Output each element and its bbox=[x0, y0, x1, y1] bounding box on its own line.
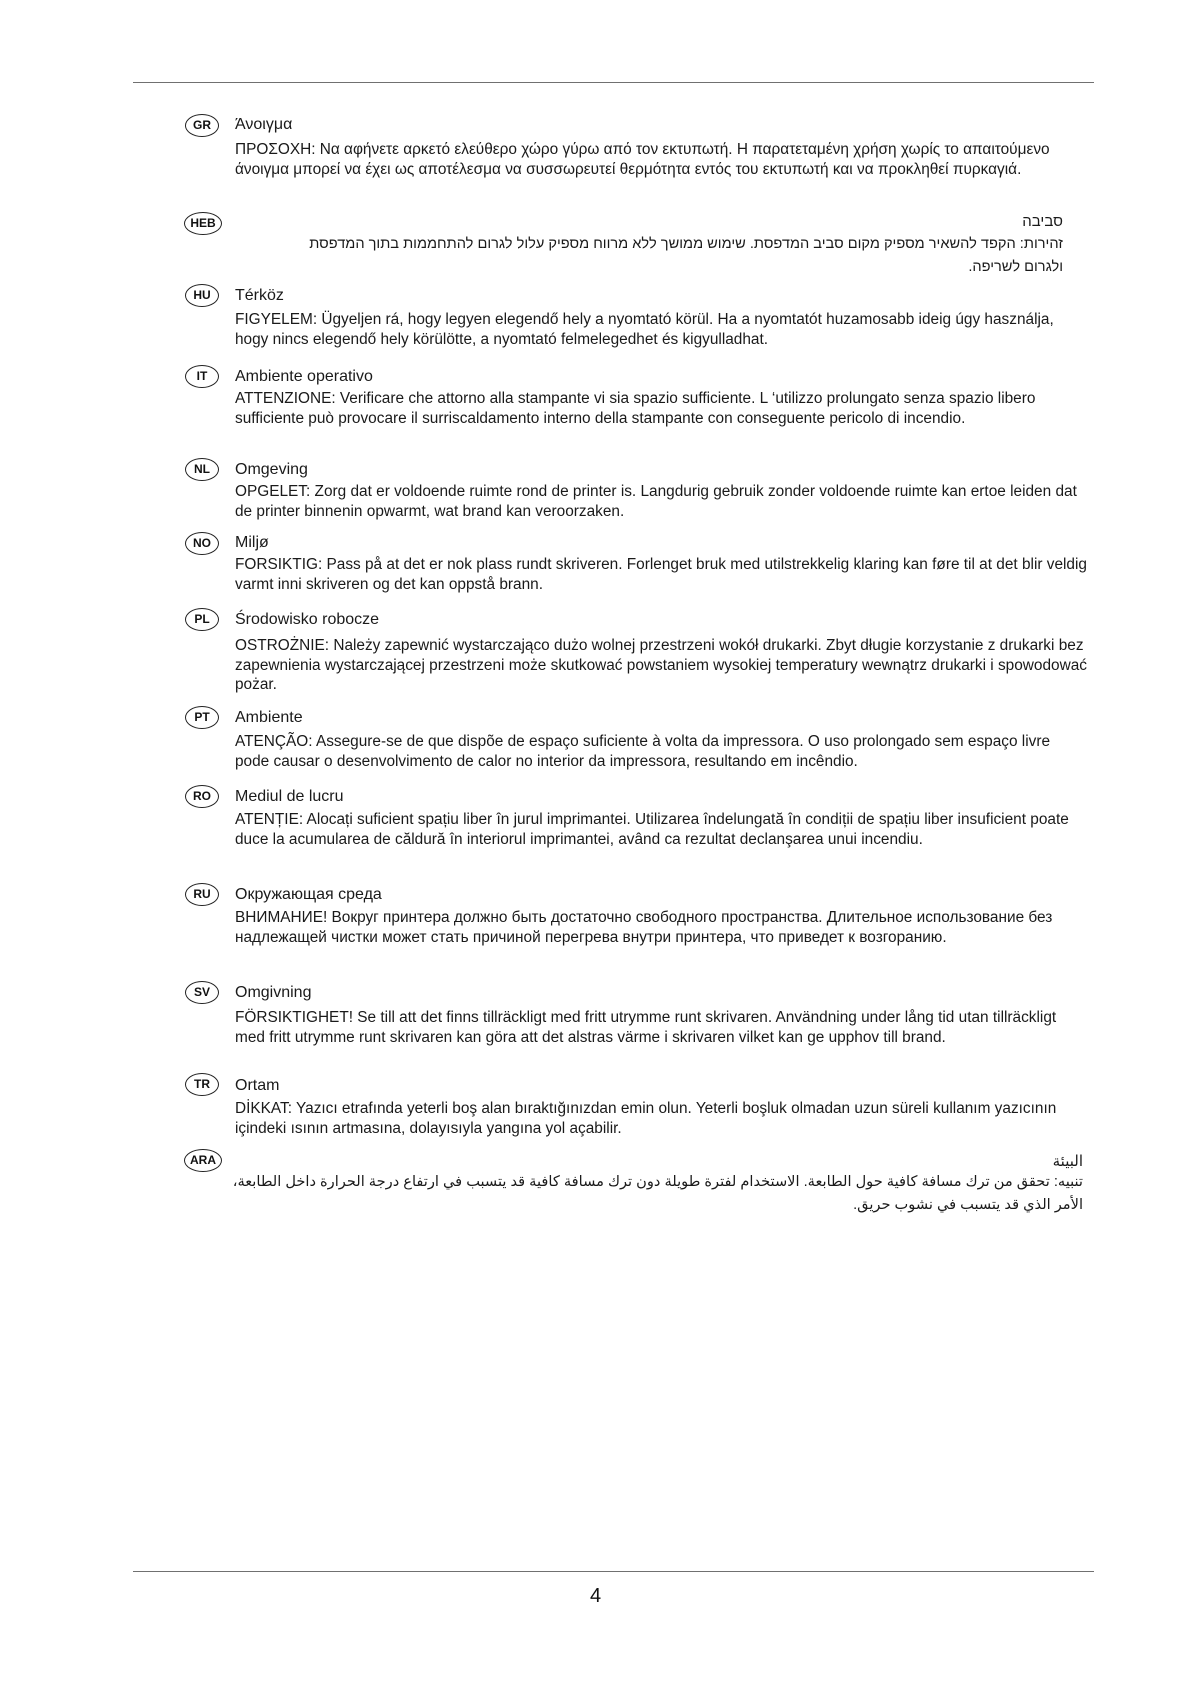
page-number: 4 bbox=[589, 1585, 602, 1607]
section-title-nl: Omgeving bbox=[235, 461, 308, 478]
header-rule bbox=[133, 82, 1094, 83]
section-title-ro: Mediul de lucru bbox=[235, 788, 344, 805]
section-body-tr: DİKKAT: Yazıcı etrafında yeterli boş alan bıraktığınızdan emin olun. Yeterli boşluk olmadan uzun süreli kullanım yazıcının içindeki ısının artmasına, dolayısıyla yangına yol açabilir. bbox=[235, 1100, 1057, 1137]
section-body-ru: ВНИМАНИЕ! Вокруг принтера должно быть достаточно свободного пространства. Длительное использование без надлежащей чистки может стать причиной перегрева внутри принтера, что приведет к возгоранию. bbox=[235, 909, 1053, 946]
language-badge-ru: RU bbox=[185, 883, 219, 906]
language-badge-hu: HU bbox=[185, 284, 219, 307]
section-title-ara: البيئة bbox=[1052, 1153, 1083, 1170]
section-title-pl: Środowisko robocze bbox=[235, 611, 380, 628]
section-body-nl: OPGELET: Zorg dat er voldoende ruimte rond de printer is. Langdurig gebruik zonder voldoende ruimte kan ertoe leiden dat de printer binnenin opwarmt, wat brand kan veroorzaken. bbox=[235, 483, 1077, 520]
language-badge-pl: PL bbox=[185, 608, 219, 631]
language-badge-it: IT bbox=[185, 365, 219, 388]
section-body-gr: ΠΡΟΣΟΧΗ: Να αφήνετε αρκετό ελεύθερο χώρο γύρω από τον εκτυπωτή. Η παρατεταμένη χρήση χωρίς το απαιτούμενο άνοιγμα μπορεί να έχει ως αποτέλεσμα να συσσωρευτεί θερμότητα εντός του εκτυπωτή και να προκληθεί πυρκαγιά. bbox=[235, 141, 1050, 178]
language-badge-no: NO bbox=[185, 532, 219, 555]
section-body-it: ATTENZIONE: Verificare che attorno alla stampante vi sia spazio sufficiente. L ‘utilizzo prolungato senza spazio libero sufficiente può provocare il surriscaldamento interno della stampante con conseguente pericolo di incendio. bbox=[235, 390, 1036, 427]
section-body-pl: OSTROŻNIE: Należy zapewnić wystarczająco dużo wolnej przestrzeni wokół drukarki. Zbyt długie korzystanie z drukarki bez zapewnienia wystarczającej przestrzeni może skutkować powstaniem wysokiej temperatury wewnątrz drukarki i spowodować pożar. bbox=[235, 637, 1087, 694]
language-badge-pt: PT bbox=[185, 706, 219, 729]
section-title-it: Ambiente operativo bbox=[235, 368, 373, 385]
section-title-sv: Omgivning bbox=[235, 984, 312, 1001]
language-badge-heb: HEB bbox=[184, 212, 222, 235]
language-badge-tr: TR bbox=[185, 1073, 219, 1096]
section-title-gr: Άνοιγμα bbox=[235, 116, 293, 133]
section-body-ara: تنبيه: تحقق من ترك مسافة كافية حول الطابعة. الاستخدام لفترة طويلة دون ترك مسافة كافية قد يتسبب في ارتفاع درجة الحرارة داخل الطابعة، الأمر الذي قد يتسبب في نشوب حريق. bbox=[232, 1174, 1083, 1213]
section-body-ro: ATENȚIE: Alocați suficient spațiu liber în jurul imprimantei. Utilizarea îndelungată în condiții de spațiu liber insuficient poate duce la acumularea de căldură în interiorul imprimantei, având ca rezultat declanşarea unui incendiu. bbox=[235, 811, 1069, 848]
footer-rule bbox=[133, 1571, 1094, 1572]
language-badge-ro: RO bbox=[185, 785, 219, 808]
section-body-hu: FIGYELEM: Ügyeljen rá, hogy legyen elegendő hely a nyomtató körül. Ha a nyomtatót huzamosabb ideig úgy használja, hogy nincs elegendő hely körülötte, a nyomtató felmelegedhet és kigyulladhat. bbox=[235, 311, 1054, 348]
language-badge-ara: ARA bbox=[184, 1149, 222, 1172]
section-title-no: Miljø bbox=[235, 534, 269, 551]
section-title-hu: Térköz bbox=[235, 287, 284, 304]
section-body-no: FORSIKTIG: Pass på at det er nok plass rundt skriveren. Forlenget bruk med utilstrekkelig klaring kan føre til at det blir veldig varmt inni skriveren og det kan oppstå brann. bbox=[235, 556, 1087, 593]
language-badge-sv: SV bbox=[185, 981, 219, 1004]
section-body-sv: FÖRSIKTIGHET! Se till att det finns tillräckligt med fritt utrymme runt skrivaren. Användning under lång tid utan tillräckligt med fritt utrymme runt skrivaren kan göra att det alstras värme i skrivaren vilket kan ge upphov till brand. bbox=[235, 1009, 1057, 1046]
section-title-pt: Ambiente bbox=[235, 709, 303, 726]
language-badge-nl: NL bbox=[185, 458, 219, 481]
section-title-tr: Ortam bbox=[235, 1077, 280, 1094]
section-title-ru: Окружающая среда bbox=[235, 886, 382, 903]
section-body-pt: ATENÇÃO: Assegure-se de que dispõe de espaço suficiente à volta da impressora. O uso prolongado sem espaço livre pode causar o desenvolvimento de calor no interior da impressora, resultando em incêndio. bbox=[235, 733, 1051, 770]
language-badge-gr: GR bbox=[185, 114, 219, 137]
section-title-heb: סביבה bbox=[1022, 213, 1063, 230]
section-body-heb: זהירות: הקפד להשאיר מספיק מקום סביב המדפסת. שימוש ממושך ללא מרווח מספיק עלול לגרום להתחממות בתוך המדפסת ולגרום לשריפה. bbox=[309, 236, 1063, 275]
